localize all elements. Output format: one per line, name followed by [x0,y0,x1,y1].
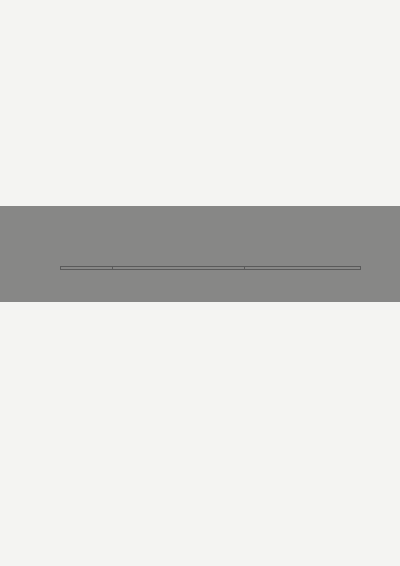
title-banner [0,206,400,302]
